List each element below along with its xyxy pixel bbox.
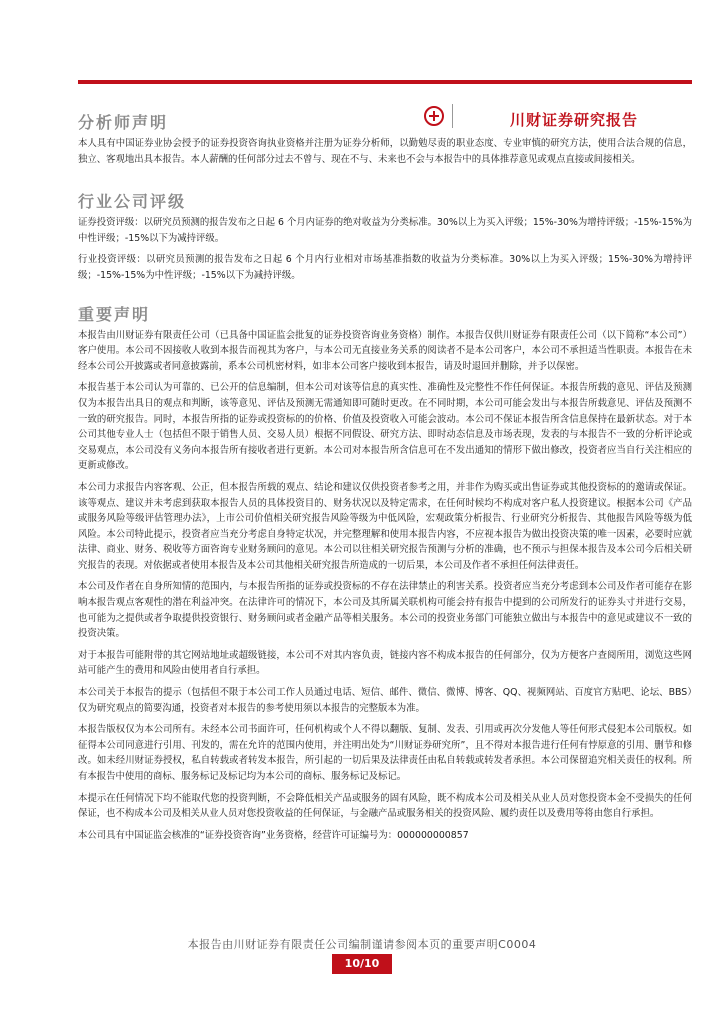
disclaimer-paragraph: 本公司力求报告内容客观、公正，但本报告所载的观点、结论和建议仅供投资者参考之用，并非作为购买或出售证券或其他投资标的的邀请或保证。该等观点、建议并未考虑到获取本报告人员的具体投资目的、财务状况以及特定需求，在任何时候均不构成对客户私人投资建议。根据本公司《产品或服务风险等级评估管理办法》，上市公司价值相关研究报告风险等级为中低风险，宏观政策分析报告、行业研究分析报告、其他报告风险等级为低风险。本公司特此提示，投资者应当充分考虑自身特定状况，并完整理解和使用本报告内容，不应视本报告为做出投资决策的唯一因素，必要时应就法律、商业、财务、税收等方面咨询专业财务顾问的意见。本公司以往相关研究报告预测与分析的准确，也不预示与担保本报告及本公司今后相关研究报告的表现。对依据或者使用本报告及本公司其他相关研究报告所造成的一切后果，本公司及作者不承担任何法律责任。	[78, 481, 692, 571]
disclaimer-paragraph: 本报告基于本公司认为可靠的、已公开的信息编制，但本公司对该等信息的真实性、准确性及完整性不作任何保证。本报告所载的意见、评估及预测仅为本报告出具日的观点和判断，该等意见、评估及预测无需通知即可随时更改。在不同时期，本公司可能会发出与本报告所载意见、评估及预测不一致的研究报告。同时，本报告所指的证券或投资标的的价格、价值及投资收入可能会波动。本公司不保证本报告所含信息保持在最新状态。对于本公司其他专业人士（包括但不限于销售人员、交易人员）根据不同假设、研究方法、即时动态信息及市场表现，发表的与本报告不一致的分析评论或交易观点，本公司没有义务向本报告所有接收者进行更新。本公司对本报告所含信息可在不发出通知的情形下做出修改，投资者应当自行关注相应的更新或修改。	[78, 382, 692, 472]
license-number-text: 本公司具有中国证监会核准的“证券投资咨询”业务资格，经营许可证编号为：000000000857	[78, 829, 469, 841]
disclaimer-paragraph: 本提示在任何情况下均不能取代您的投资判断，不会降低相关产品或服务的固有风险，既不构成本公司及相关从业人员对您投资本金不受损失的任何保证，也不构成本公司及相关从业人员对您投资收益的任何保证，与金融产品或服务相关的投资风险、履约责任以及费用等将由您自行承担。	[78, 792, 692, 820]
disclaimer-paragraph: 对于本报告可能附带的其它网站地址或超级链接，本公司不对其内容负责，链接内容不构成本报告的任何部分，仅为方便客户查阅所用，浏览这些网站可能产生的费用和风险由使用者自行承担。	[78, 649, 692, 677]
document-body	[78, 112, 692, 849]
rating-title: 行业公司评级	[78, 192, 187, 212]
disclaimer-paragraph: 本公司及作者在自身所知情的范围内，与本报告所指的证券或投资标的不存在法律禁止的利害关系。投资者应当充分考虑到本公司及作者可能存在影响本报告观点客观性的潜在利益冲突。在法律许可的情况下，本公司及其所属关联机构可能会持有报告中提到的公司所发行的证券头寸并进行交易，也可能为之提供或者争取提供投资银行、财务顾问或者金融产品等相关服务。本公司的投资业务部门可能独立做出与本报告中的意见或建议不一致的投资决策。	[78, 581, 692, 640]
disclaimer-paragraph: 本报告版权仅为本公司所有。未经本公司书面许可，任何机构或个人不得以翻版、复制、发表、引用或再次分发他人等任何形式侵犯本公司版权。如征得本公司同意进行引用、刊发的，需在允许的范围内使用，并注明出处为“川财证券研究所”，且不得对本报告进行任何有悖原意的引用、删节和修改。如未经川财证券授权，私自转载或者转发本报告，所引起的一切后果及法律责任由私自转载或转发者承担。本公司保留追究相关责任的权利。所有本报告中使用的商标、服务标记及标记均为本公司的商标、服务标记及标记。	[78, 724, 692, 782]
footer-note: 本报告由川财证券有限责任公司编制谨请参阅本页的重要声明C0004	[187, 938, 537, 951]
page-number: 10/10	[332, 954, 392, 974]
disclaimer-paragraph: 本公司关于本报告的提示（包括但不限于本公司工作人员通过电话、短信、邮件、微信、微博、博客、QQ、视频网站、百度官方贴吧、论坛、BBS）仅为研究观点的简要沟通，投资者对本报告的参考使用须以本报告的完整版本为准。	[78, 687, 692, 714]
analyst-statement-title: 分析师声明	[78, 113, 169, 132]
securities-rating-text: 证券投资评级：以研究员预测的报告发布之日起 6 个月内证券的绝对收益为分类标准。30%以上为买入评级；15%-30%为增持评级；-15%-15%为中性评级；-15%以下为减持评级。	[78, 217, 692, 244]
header-title: 川财证券研究报告	[510, 111, 639, 129]
important-statement-title: 重要声明	[78, 304, 151, 324]
analyst-statement-text: 本人具有中国证券业协会授予的证券投资咨询执业资格并注册为证券分析师，以勤勉尽责的职业态度、专业审慎的研究方法，使用合法合规的信息，独立、客观地出具本报告。本人薪酬的任何部分过去不曾与、现在不与、未来也不会与本报告中的具体推荐意见或观点直接或间接相关。	[78, 138, 692, 165]
header-red-rule	[78, 80, 692, 84]
disclaimer-paragraph: 本报告由川财证券有限责任公司（已具备中国证监会批复的证券投资咨询业务资格）制作。本报告仅供川财证券有限责任公司（以下简称“本公司”）客户使用。本公司不因接收人收到本报告而视其为客户，与本公司无直接业务关系的阅读者不是本公司客户，本公司不承担适当性职责。本报告在未经本公司公开披露或者同意披露前，系本公司机密材料，如非本公司客户接收到本报告，请及时退回并删除，并予以保密。	[78, 329, 692, 372]
industry-rating-text: 行业投资评级：以研究员预测的报告发布之日起 6 个月内行业相对市场基准指数的收益为分类标准。30%以上为买入评级；15%-30%为增持评级；-15%-15%为中性评级；-15%以下为减持评级。	[78, 254, 692, 281]
